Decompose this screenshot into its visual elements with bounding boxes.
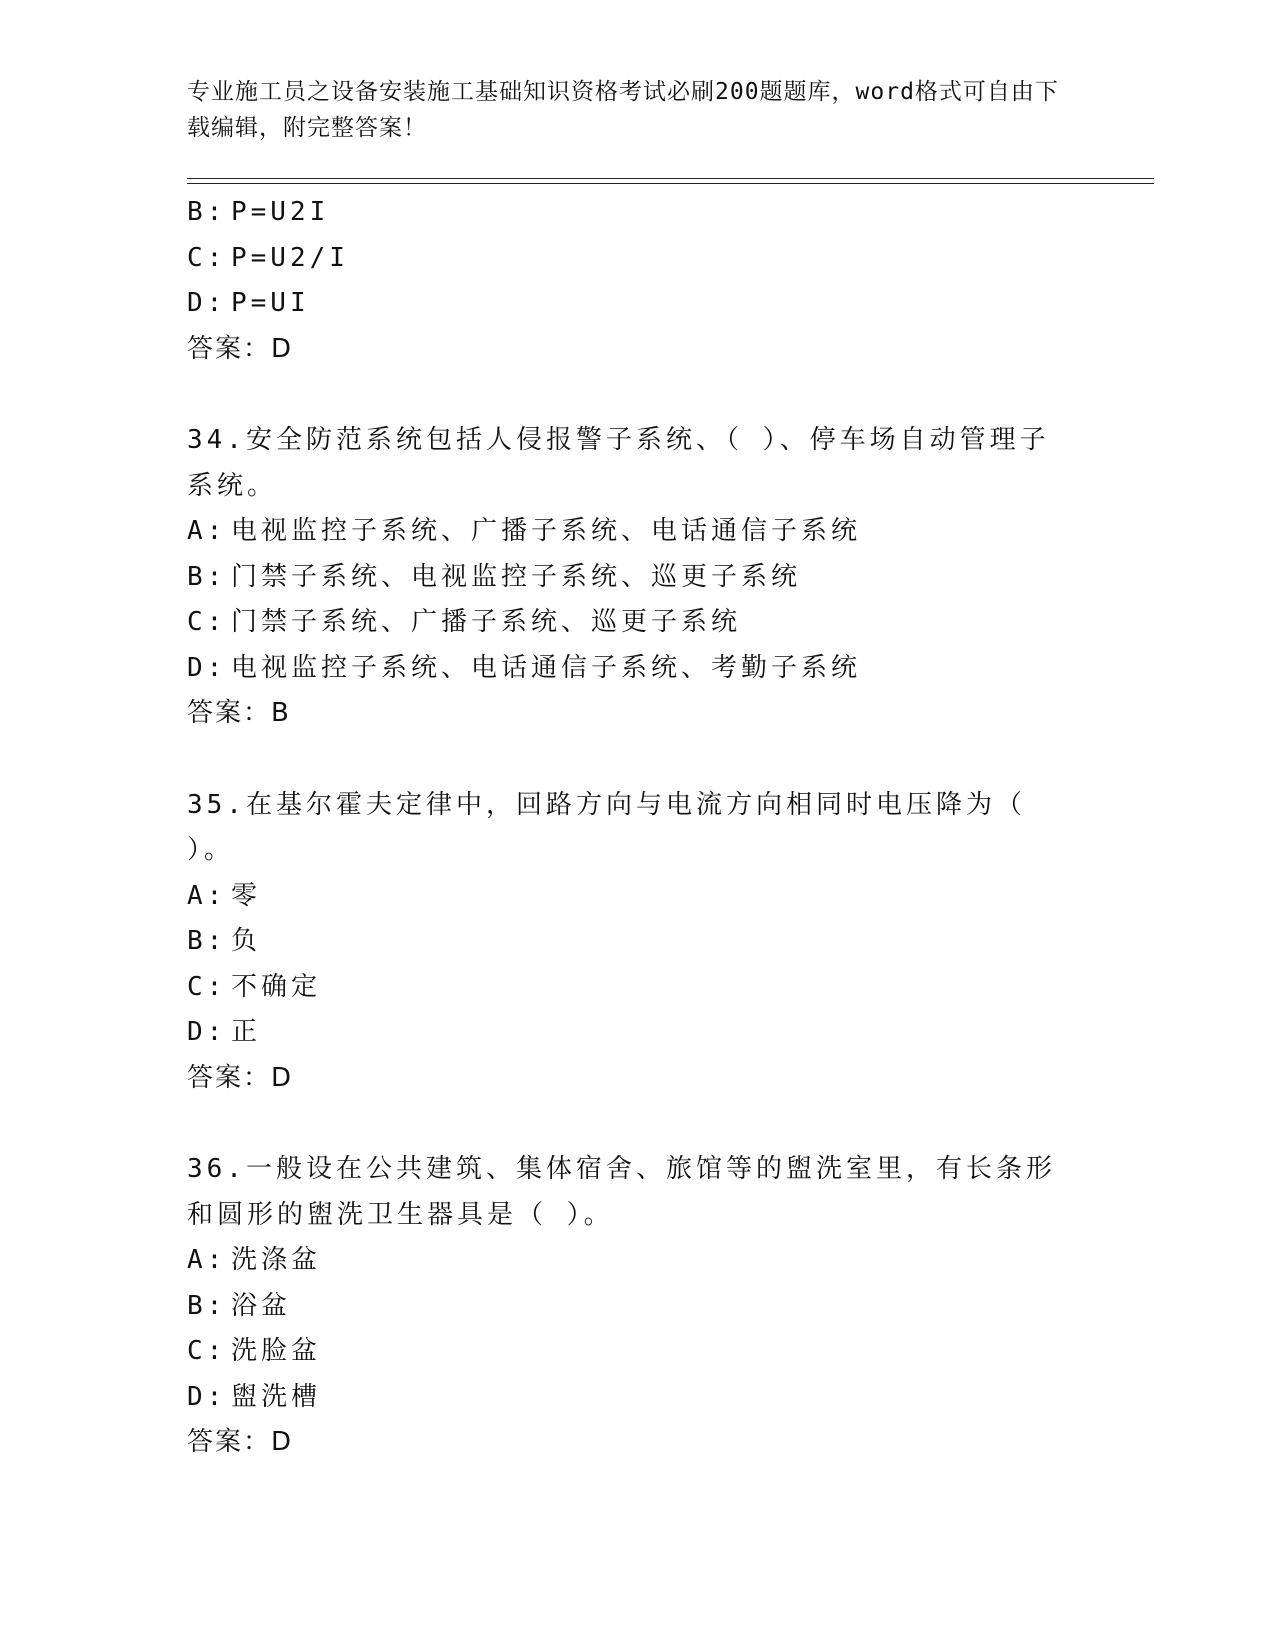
question-list [187, 190, 1087, 1466]
option-d: D: 电视监控子系统、电话通信子系统、考勤子系统 [187, 652, 862, 683]
option-c: C: 不确定 [187, 971, 322, 1002]
question-35 [187, 783, 1087, 1102]
spacer [187, 372, 1087, 418]
answer-line: 答案：D [187, 1427, 294, 1457]
question-stem: 36.一般设在公共建筑、集体宿舍、旅馆等的盥洗室里，有长条形和圆形的盥洗卫生器具是（ ）。 [187, 1154, 1056, 1230]
question-stem: 34.安全防范系统包括人侵报警子系统、（ ）、停车场自动管理子系统。 [187, 425, 1050, 501]
option-d: D: 盥洗槽 [187, 1381, 322, 1412]
header-title: 专业施工员之设备安装施工基础知识资格考试必刷200题题库，word格式可自由下载编辑，附完整答案！ [187, 79, 1059, 141]
option-c: C: P=U2/I [187, 242, 349, 273]
option-d: D: P=UI [187, 288, 310, 318]
option-c: C: 洗脸盆 [187, 1336, 322, 1366]
answer-line: 答案：B [187, 698, 291, 728]
spacer [187, 737, 1087, 783]
answer-line: 答案：D [187, 333, 294, 364]
option-a: A: 洗涤盆 [187, 1245, 322, 1275]
question-stem: 35.在基尔霍夫定律中，回路方向与电流方向相同时电压降为（ ）。 [187, 789, 1026, 865]
question-36 [187, 1147, 1087, 1466]
option-b: B: 负 [187, 926, 262, 956]
option-b: B: 门禁子系统、电视监控子系统、巡更子系统 [187, 561, 802, 592]
option-d: D: 正 [187, 1017, 262, 1047]
option-c: C: 门禁子系统、广播子系统、巡更子系统 [187, 607, 742, 637]
header-divider [187, 178, 1154, 184]
option-a: A: 零 [187, 880, 262, 911]
question-33-continuation [187, 190, 1087, 372]
question-34 [187, 418, 1087, 737]
option-b: B: P=U2I [187, 197, 330, 227]
option-b: B: 浴盆 [187, 1290, 292, 1321]
document-header [187, 74, 1067, 146]
spacer [187, 1101, 1087, 1147]
option-a: A: 电视监控子系统、广播子系统、电话通信子系统 [187, 516, 862, 546]
answer-line: 答案：D [187, 1062, 294, 1093]
